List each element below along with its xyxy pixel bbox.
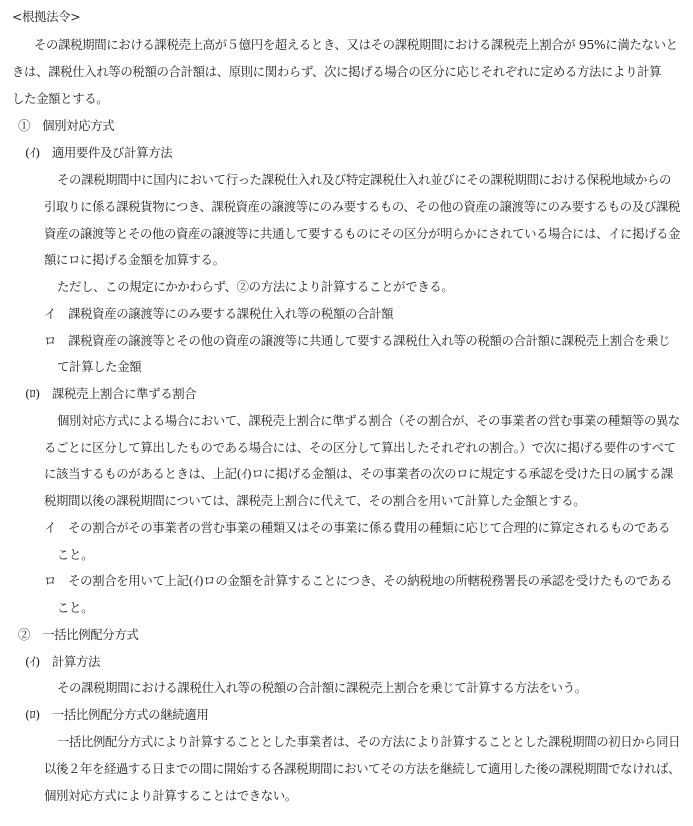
heading: <根拠法令> (12, 9, 81, 24)
section1-sub-b-title: (ﾛ) 課税売上割合に準ずる割合 (25, 386, 197, 401)
section1-sub-b-body-4: 税期間以後の課税期間については、課税売上割合に代えて、その割合を用いて計算した金額とする。 (44, 493, 586, 508)
section1-sub-b-body-3: に該当するものがあるときは、上記(ｲ)ロに掲げる金額は、その事業者の次のロに規定する承認を受けた日の属する課 (44, 466, 673, 481)
section1-sub-a-body-1: その課税期間中に国内において行った課税仕入れ及び特定課税仕入れ並びにその課税期間における保税地域からの (57, 172, 672, 187)
section2-sub-b-body-2: 以後２年を経過する日までの間に開始する各課税期間においてその方法を継続して適用した後の課税期間でなければ、 (44, 761, 681, 776)
section1-sub-b-body-1: 個別対応方式による場合において、課税売上割合に準ずる割合（その割合が、その事業者の営む事業の種類等の異な (57, 413, 680, 428)
section1-sub-b-item-i-2: こと。 (57, 547, 94, 562)
section1-sub-a-body-2: 引取りに係る課税貨物につき、課税資産の譲渡等にのみ要するもの、その他の資産の譲渡等にのみ要するもの及び課税 (44, 199, 680, 214)
section1-sub-a-body-3: 資産の譲渡等とその他の資産の譲渡等に共通して要するものにその区分が明らかにされている場合には、イに掲げる金 (44, 226, 681, 241)
section1-sub-a-item-ro-2: て計算した金額 (57, 359, 142, 374)
section1-sub-b-item-ro-1: ロ その割合を用いて上記(ｲ)ロの金額を計算することにつき、その納税地の所轄税務署長の承認を受けたものである (44, 573, 673, 588)
section1-sub-a-proviso: ただし、この規定にかかわらず、②の方法により計算することができる。 (57, 279, 454, 294)
section1-sub-a-title: (ｲ) 適用要件及び計算方法 (25, 145, 173, 160)
section2-sub-a-title: (ｲ) 計算方法 (25, 654, 101, 669)
section2-sub-b-title: (ﾛ) 一括比例配分方式の継続適用 (25, 707, 209, 722)
intro-line-2: きは、課税仕入れ等の税額の合計額は、原則に関わらず、次に掲げる場合の区分に応じそれぞれに定める方法により計算 (12, 64, 662, 79)
section1-title: ① 個別対応方式 (18, 118, 115, 133)
section1-sub-b-item-i-1: イ その割合がその事業者の営む事業の種類又はその事業に係る費用の種類に応じて合理的に算定されるものである (44, 520, 671, 535)
section1-sub-b-body-2: るごとに区分して算出したものである場合には、その区分して算出したそれぞれの割合。）で次に掲げる要件のすべて (44, 440, 676, 455)
section2-sub-b-body-1: 一括比例配分方式により計算することとした事業者は、その方法により計算することとした課税期間の初日から同日 (57, 734, 681, 749)
section2-sub-a-body: その課税期間における課税仕入れ等の税額の合計額に課税売上割合を乗じて計算する方法をいう。 (57, 680, 587, 695)
intro-line-3: した金額とする。 (12, 91, 109, 106)
section1-sub-b-item-ro-2: こと。 (57, 600, 94, 615)
section2-sub-b-body-3: 個別対応方式により計算することはできない。 (44, 788, 297, 803)
section1-sub-a-item-i: イ 課税資産の譲渡等にのみ要する課税仕入れ等の税額の合計額 (44, 306, 394, 321)
section1-sub-a-item-ro-1: ロ 課税資産の譲渡等とその他の資産の譲渡等に共通して要する課税仕入れ等の税額の合計額に課税売上割合を乗じ (44, 333, 671, 348)
section1-sub-a-body-4: 額にロに掲げる金額を加算する。 (44, 252, 225, 267)
intro-line-1: その課税期間における課税売上高が５億円を超えるとき、又はその課税期間における課税売上割合が 95%に満たないと (34, 37, 678, 52)
section2-title: ② 一括比例配分方式 (18, 627, 139, 642)
